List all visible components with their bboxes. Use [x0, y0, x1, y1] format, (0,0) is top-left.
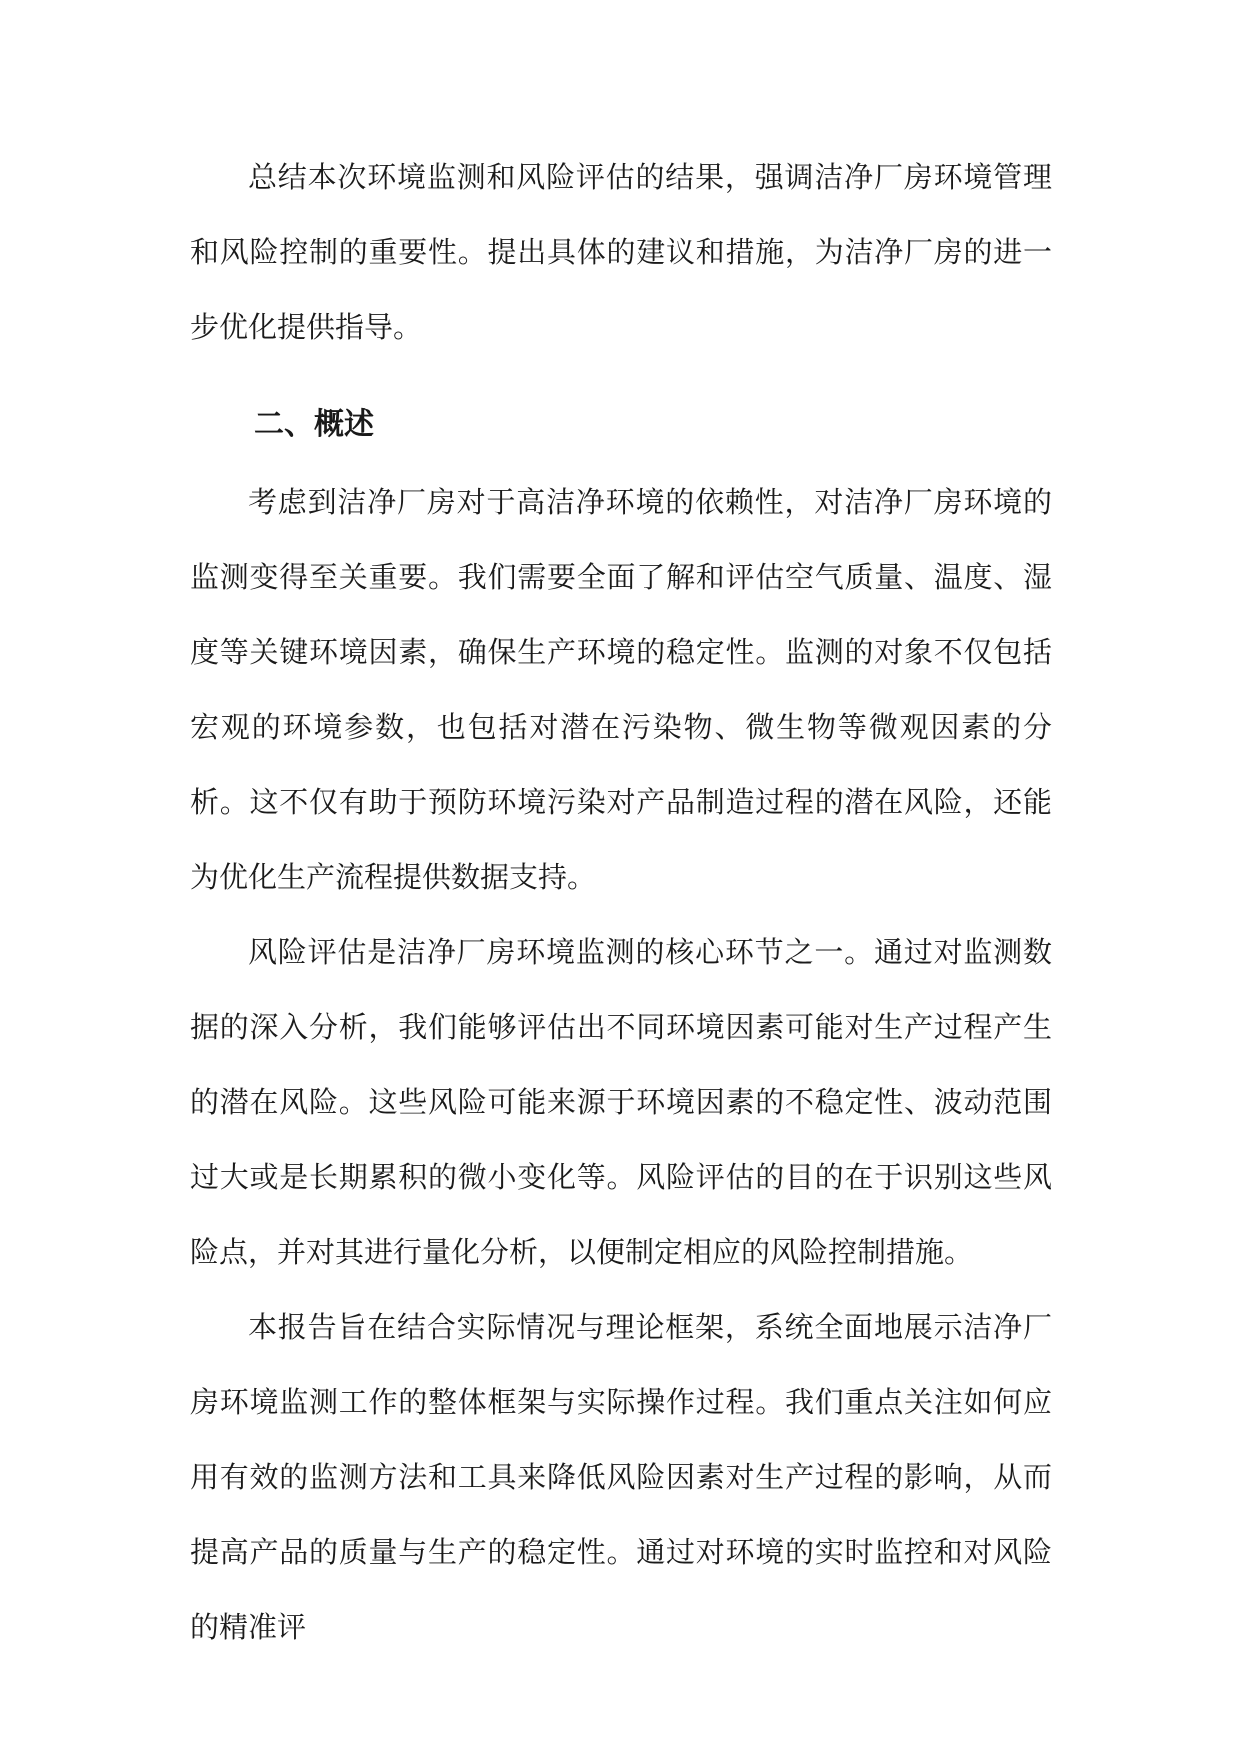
page-content: [190, 140, 1052, 1665]
intro-summary-paragraph: 总结本次环境监测和风险评估的结果，强调洁净厂房环境管理和风险控制的重要性。提出具体的建议和措施，为洁净厂房的进一步优化提供指导。: [190, 160, 1052, 344]
overview-paragraph-3: 本报告旨在结合实际情况与理论框架，系统全面地展示洁净厂房环境监测工作的整体框架与实际操作过程。我们重点关注如何应用有效的监测方法和工具来降低风险因素对生产过程的影响，从而提高产品的质量与生产的稳定性。通过对环境的实时监控和对风险的精准评: [190, 1310, 1052, 1644]
section-heading-overview: 二、概述: [254, 407, 374, 442]
overview-paragraph-1: 考虑到洁净厂房对于高洁净环境的依赖性，对洁净厂房环境的监测变得至关重要。我们需要全面了解和评估空气质量、温度、湿度等关键环境因素，确保生产环境的稳定性。监测的对象不仅包括宏观的环境参数，也包括对潜在污染物、微生物等微观因素的分析。这不仅有助于预防环境污染对产品制造过程的潜在风险，还能为优化生产流程提供数据支持。: [190, 485, 1052, 894]
overview-paragraph-2: 风险评估是洁净厂房环境监测的核心环节之一。通过对监测数据的深入分析，我们能够评估出不同环境因素可能对生产过程产生的潜在风险。这些风险可能来源于环境因素的不稳定性、波动范围过大或是长期累积的微小变化等。风险评估的目的在于识别这些风险点，并对其进行量化分析，以便制定相应的风险控制措施。: [190, 935, 1052, 1269]
